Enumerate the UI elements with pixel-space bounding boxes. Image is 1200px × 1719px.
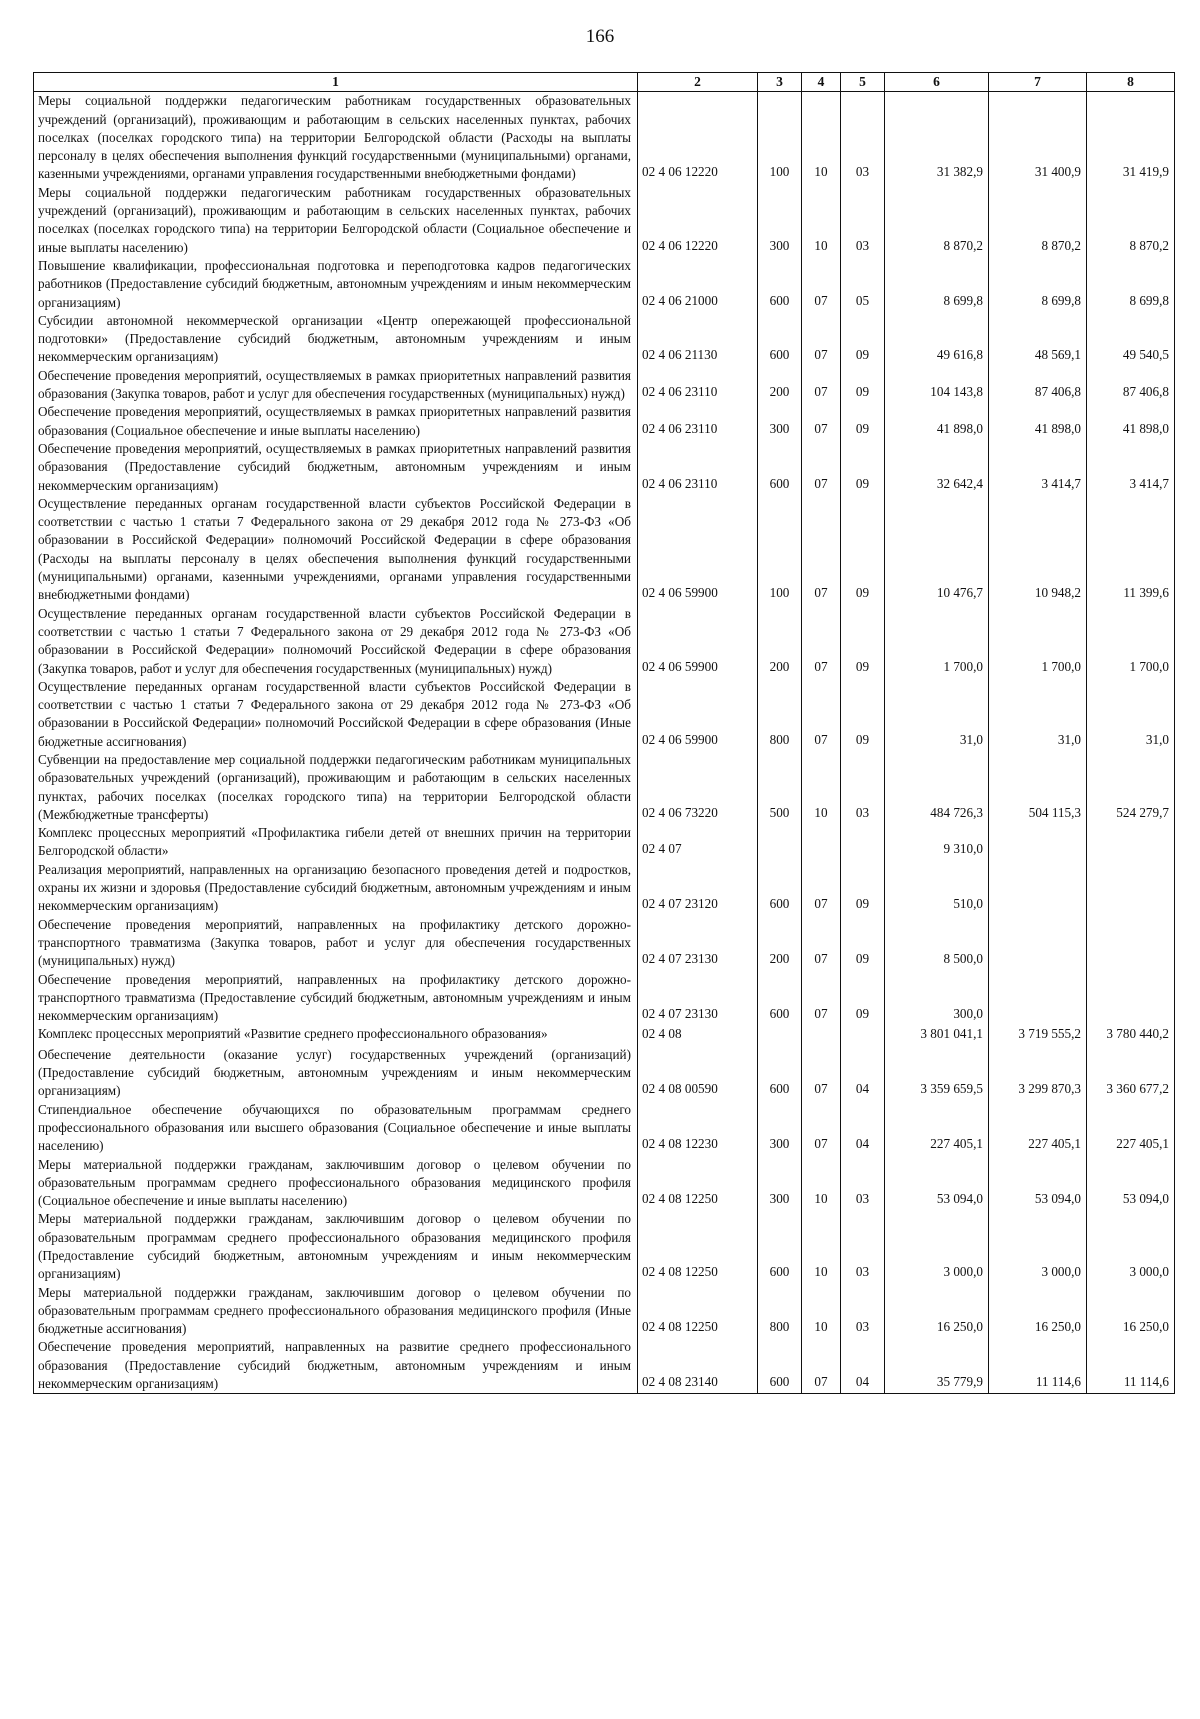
- budget-table: [33, 72, 1175, 1394]
- amount-col6-cell: 104 143,8: [885, 367, 989, 404]
- amount-col7-cell: 31,0: [989, 678, 1087, 751]
- subsection-cell: 03: [841, 751, 885, 824]
- expense-type-cell: 600: [758, 861, 802, 916]
- expense-type-cell: 600: [758, 312, 802, 367]
- amount-col8-cell: [1087, 916, 1175, 971]
- page-number: 166: [585, 26, 615, 47]
- target-article-cell: 02 4 06 12220: [638, 184, 758, 257]
- subsection-cell: [841, 824, 885, 861]
- section-cell: 07: [802, 971, 841, 1026]
- expense-name-cell: Комплекс процессных мероприятий «Профилактика гибели детей от внешних причин на территории Белгородской области»: [34, 824, 638, 861]
- amount-col7-cell: 48 569,1: [989, 312, 1087, 367]
- subsection-cell: 04: [841, 1101, 885, 1156]
- table-row: [34, 495, 1175, 605]
- amount-col7-cell: 87 406,8: [989, 367, 1087, 404]
- subsection-cell: 09: [841, 916, 885, 971]
- expense-type-cell: 600: [758, 440, 802, 495]
- expense-type-cell: [758, 824, 802, 861]
- amount-col7-cell: 3 000,0: [989, 1210, 1087, 1283]
- amount-col6-cell: 300,0: [885, 971, 989, 1026]
- expense-name-cell: Комплекс процессных мероприятий «Развитие среднего профессионального образования»: [34, 1025, 638, 1045]
- table-row: [34, 1046, 1175, 1101]
- header-row: [34, 73, 1175, 92]
- table-row: [34, 1025, 1175, 1045]
- amount-col8-cell: 11 114,6: [1087, 1338, 1175, 1393]
- amount-col8-cell: 41 898,0: [1087, 403, 1175, 440]
- target-article-cell: 02 4 08: [638, 1025, 758, 1045]
- amount-col6-cell: 49 616,8: [885, 312, 989, 367]
- amount-col8-cell: 11 399,6: [1087, 495, 1175, 605]
- expense-type-cell: 600: [758, 257, 802, 312]
- amount-col8-cell: 1 700,0: [1087, 605, 1175, 678]
- expense-name-cell: Реализация мероприятий, направленных на организацию безопасного проведения детей и подростков, охраны их жизни и здоровья (Предоставление субсидий бюджетным, автономным учреждениям и иным некоммерческим организациям): [34, 861, 638, 916]
- amount-col6-cell: 227 405,1: [885, 1101, 989, 1156]
- table-row: [34, 367, 1175, 404]
- target-article-cell: 02 4 08 12230: [638, 1101, 758, 1156]
- target-article-cell: 02 4 07: [638, 824, 758, 861]
- expense-type-cell: 800: [758, 678, 802, 751]
- expense-name-cell: Осуществление переданных органам государственной власти субъектов Российской Федерации в соответствии с частью 1 статьи 7 Федерального закона от 29 декабря 2012 года № 273-ФЗ «Об образовании в Российской Федерации» полномочий Российской Федерации в сфере образования (Иные бюджетные ассигнования): [34, 678, 638, 751]
- expense-type-cell: 200: [758, 367, 802, 404]
- section-cell: 10: [802, 1210, 841, 1283]
- column-header-7: 7: [989, 73, 1087, 92]
- amount-col7-cell: 1 700,0: [989, 605, 1087, 678]
- expense-type-cell: 500: [758, 751, 802, 824]
- expense-name-cell: Обеспечение проведения мероприятий, осуществляемых в рамках приоритетных направлений развития образования (Предоставление субсидий бюджетным, автономным учреждениям и иным некоммерческим организациям): [34, 440, 638, 495]
- target-article-cell: 02 4 08 12250: [638, 1156, 758, 1211]
- column-header-4: 4: [802, 73, 841, 92]
- table-body: [34, 92, 1175, 1394]
- expense-type-cell: 600: [758, 1210, 802, 1283]
- section-cell: 10: [802, 751, 841, 824]
- target-article-cell: 02 4 08 12250: [638, 1210, 758, 1283]
- table-row: [34, 751, 1175, 824]
- amount-col6-cell: 484 726,3: [885, 751, 989, 824]
- target-article-cell: 02 4 06 12220: [638, 92, 758, 184]
- table-row: [34, 1210, 1175, 1283]
- column-header-6: 6: [885, 73, 989, 92]
- expense-name-cell: Меры материальной поддержки гражданам, заключившим договор о целевом обучении по образовательным программам среднего профессионального образования медицинского профиля (Социальное обеспечение и иные выплаты населению): [34, 1156, 638, 1211]
- subsection-cell: 04: [841, 1046, 885, 1101]
- table-row: [34, 605, 1175, 678]
- target-article-cell: 02 4 06 21000: [638, 257, 758, 312]
- section-cell: 10: [802, 184, 841, 257]
- amount-col7-cell: 3 299 870,3: [989, 1046, 1087, 1101]
- column-header-1: 1: [34, 73, 638, 92]
- amount-col8-cell: 16 250,0: [1087, 1284, 1175, 1339]
- amount-col7-cell: 8 870,2: [989, 184, 1087, 257]
- section-cell: 07: [802, 312, 841, 367]
- expense-type-cell: 300: [758, 1101, 802, 1156]
- amount-col8-cell: 8 699,8: [1087, 257, 1175, 312]
- target-article-cell: 02 4 06 73220: [638, 751, 758, 824]
- subsection-cell: 09: [841, 312, 885, 367]
- table-row: [34, 824, 1175, 861]
- expense-name-cell: Меры материальной поддержки гражданам, заключившим договор о целевом обучении по образовательным программам среднего профессионального образования медицинского профиля (Предоставление субсидий бюджетным, автономным учреждениям и иным некоммерческим организациям): [34, 1210, 638, 1283]
- expense-type-cell: 100: [758, 92, 802, 184]
- amount-col6-cell: 41 898,0: [885, 403, 989, 440]
- expense-type-cell: 600: [758, 971, 802, 1026]
- expense-name-cell: Обеспечение проведения мероприятий, направленных на развитие среднего профессионального образования (Предоставление субсидий бюджетным, автономным учреждениям и иным некоммерческим организациям): [34, 1338, 638, 1393]
- expense-type-cell: 200: [758, 605, 802, 678]
- table-row: [34, 1101, 1175, 1156]
- section-cell: 07: [802, 1101, 841, 1156]
- amount-col7-cell: 504 115,3: [989, 751, 1087, 824]
- amount-col7-cell: [989, 916, 1087, 971]
- target-article-cell: 02 4 06 23110: [638, 403, 758, 440]
- amount-col6-cell: 3 801 041,1: [885, 1025, 989, 1045]
- expense-name-cell: Повышение квалификации, профессиональная подготовка и переподготовка кадров педагогических работников (Предоставление субсидий бюджетным, автономным учреждениям и иным некоммерческим организациям): [34, 257, 638, 312]
- amount-col7-cell: 11 114,6: [989, 1338, 1087, 1393]
- section-cell: 07: [802, 1338, 841, 1393]
- amount-col7-cell: [989, 971, 1087, 1026]
- subsection-cell: 09: [841, 367, 885, 404]
- expense-name-cell: Осуществление переданных органам государственной власти субъектов Российской Федерации в соответствии с частью 1 статьи 7 Федерального закона от 29 декабря 2012 года № 273-ФЗ «Об образовании в Российской Федерации» полномочий Российской Федерации в сфере образования (Расходы на выплаты персоналу в целях обеспечения выполнения функций государственными (муниципальными) органами, казенными учреждениями, органами управления государственными внебюджетными фондами): [34, 495, 638, 605]
- amount-col6-cell: 31 382,9: [885, 92, 989, 184]
- table-row: [34, 1338, 1175, 1393]
- expense-type-cell: 300: [758, 403, 802, 440]
- amount-col6-cell: 510,0: [885, 861, 989, 916]
- amount-col7-cell: 41 898,0: [989, 403, 1087, 440]
- target-article-cell: 02 4 06 59900: [638, 678, 758, 751]
- amount-col7-cell: 3 414,7: [989, 440, 1087, 495]
- amount-col6-cell: 3 359 659,5: [885, 1046, 989, 1101]
- table-row: [34, 861, 1175, 916]
- subsection-cell: 09: [841, 678, 885, 751]
- target-article-cell: 02 4 08 00590: [638, 1046, 758, 1101]
- subsection-cell: 03: [841, 92, 885, 184]
- subsection-cell: 09: [841, 861, 885, 916]
- expense-name-cell: Обеспечение проведения мероприятий, осуществляемых в рамках приоритетных направлений развития образования (Закупка товаров, работ и услуг для обеспечения государственных (муниципальных) нужд): [34, 367, 638, 404]
- amount-col6-cell: 53 094,0: [885, 1156, 989, 1211]
- amount-col6-cell: 8 500,0: [885, 916, 989, 971]
- expense-name-cell: Меры социальной поддержки педагогическим работникам государственных образовательных учреждений (организаций), проживающим и работающим в сельских населенных пунктах, рабочих поселках (поселках городского типа) на территории Белгородской области (Социальное обеспечение и иные выплаты населению): [34, 184, 638, 257]
- section-cell: 10: [802, 1284, 841, 1339]
- amount-col6-cell: 1 700,0: [885, 605, 989, 678]
- target-article-cell: 02 4 06 59900: [638, 495, 758, 605]
- amount-col7-cell: 53 094,0: [989, 1156, 1087, 1211]
- table-row: [34, 403, 1175, 440]
- column-header-2: 2: [638, 73, 758, 92]
- target-article-cell: 02 4 07 23130: [638, 971, 758, 1026]
- amount-col7-cell: 10 948,2: [989, 495, 1087, 605]
- amount-col6-cell: 10 476,7: [885, 495, 989, 605]
- expense-name-cell: Стипендиальное обеспечение обучающихся по образовательным программам среднего профессионального образования или высшего образования (Социальное обеспечение и иные выплаты населению): [34, 1101, 638, 1156]
- amount-col7-cell: [989, 824, 1087, 861]
- subsection-cell: 03: [841, 184, 885, 257]
- expense-type-cell: 200: [758, 916, 802, 971]
- amount-col8-cell: 49 540,5: [1087, 312, 1175, 367]
- subsection-cell: 09: [841, 495, 885, 605]
- section-cell: [802, 1025, 841, 1045]
- subsection-cell: 03: [841, 1210, 885, 1283]
- subsection-cell: 03: [841, 1284, 885, 1339]
- subsection-cell: 03: [841, 1156, 885, 1211]
- expense-type-cell: 600: [758, 1338, 802, 1393]
- amount-col8-cell: 31 419,9: [1087, 92, 1175, 184]
- amount-col8-cell: [1087, 861, 1175, 916]
- amount-col7-cell: 16 250,0: [989, 1284, 1087, 1339]
- column-header-8: 8: [1087, 73, 1175, 92]
- amount-col8-cell: 227 405,1: [1087, 1101, 1175, 1156]
- amount-col7-cell: 31 400,9: [989, 92, 1087, 184]
- subsection-cell: 09: [841, 440, 885, 495]
- expense-name-cell: Обеспечение деятельности (оказание услуг) государственных учреждений (организаций) (Предоставление субсидий бюджетным, автономным учреждениям и иным некоммерческим организациям): [34, 1046, 638, 1101]
- subsection-cell: 04: [841, 1338, 885, 1393]
- section-cell: 07: [802, 605, 841, 678]
- amount-col7-cell: [989, 861, 1087, 916]
- table-row: [34, 1156, 1175, 1211]
- table-row: [34, 92, 1175, 184]
- subsection-cell: [841, 1025, 885, 1045]
- expense-type-cell: [758, 1025, 802, 1045]
- target-article-cell: 02 4 08 12250: [638, 1284, 758, 1339]
- amount-col6-cell: 8 870,2: [885, 184, 989, 257]
- expense-name-cell: Обеспечение проведения мероприятий, направленных на профилактику детского дорожно-транспортного травматизма (Предоставление субсидий бюджетным, автономным учреждениям и иным некоммерческим организациям): [34, 971, 638, 1026]
- table-row: [34, 312, 1175, 367]
- table-row: [34, 678, 1175, 751]
- section-cell: 07: [802, 257, 841, 312]
- section-cell: 07: [802, 367, 841, 404]
- expense-type-cell: 300: [758, 1156, 802, 1211]
- section-cell: 07: [802, 1046, 841, 1101]
- table-row: [34, 916, 1175, 971]
- table-row: [34, 440, 1175, 495]
- section-cell: 07: [802, 495, 841, 605]
- amount-col8-cell: 524 279,7: [1087, 751, 1175, 824]
- expense-name-cell: Меры материальной поддержки гражданам, заключившим договор о целевом обучении по образовательным программам среднего профессионального образования медицинского профиля (Иные бюджетные ассигнования): [34, 1284, 638, 1339]
- target-article-cell: 02 4 06 23110: [638, 440, 758, 495]
- section-cell: 07: [802, 678, 841, 751]
- table-row: [34, 257, 1175, 312]
- amount-col6-cell: 9 310,0: [885, 824, 989, 861]
- table-row: [34, 1284, 1175, 1339]
- target-article-cell: 02 4 08 23140: [638, 1338, 758, 1393]
- target-article-cell: 02 4 07 23130: [638, 916, 758, 971]
- column-header-3: 3: [758, 73, 802, 92]
- amount-col8-cell: 31,0: [1087, 678, 1175, 751]
- subsection-cell: 09: [841, 403, 885, 440]
- target-article-cell: 02 4 06 59900: [638, 605, 758, 678]
- section-cell: 07: [802, 861, 841, 916]
- expense-name-cell: Обеспечение проведения мероприятий, осуществляемых в рамках приоритетных направлений развития образования (Социальное обеспечение и иные выплаты населению): [34, 403, 638, 440]
- target-article-cell: 02 4 07 23120: [638, 861, 758, 916]
- expense-name-cell: Осуществление переданных органам государственной власти субъектов Российской Федерации в соответствии с частью 1 статьи 7 Федерального закона от 29 декабря 2012 года № 273-ФЗ «Об образовании в Российской Федерации» полномочий Российской Федерации в сфере образования (Закупка товаров, работ и услуг для обеспечения государственных (муниципальных) нужд): [34, 605, 638, 678]
- expense-type-cell: 300: [758, 184, 802, 257]
- amount-col6-cell: 31,0: [885, 678, 989, 751]
- amount-col6-cell: 8 699,8: [885, 257, 989, 312]
- expense-name-cell: Обеспечение проведения мероприятий, направленных на профилактику детского дорожно-транспортного травматизма (Закупка товаров, работ и услуг для обеспечения государственных (муниципальных) нужд): [34, 916, 638, 971]
- amount-col8-cell: [1087, 971, 1175, 1026]
- amount-col8-cell: 3 000,0: [1087, 1210, 1175, 1283]
- section-cell: 10: [802, 1156, 841, 1211]
- amount-col7-cell: 8 699,8: [989, 257, 1087, 312]
- target-article-cell: 02 4 06 23110: [638, 367, 758, 404]
- amount-col6-cell: 16 250,0: [885, 1284, 989, 1339]
- section-cell: 07: [802, 403, 841, 440]
- amount-col8-cell: 53 094,0: [1087, 1156, 1175, 1211]
- expense-type-cell: 800: [758, 1284, 802, 1339]
- section-cell: 07: [802, 916, 841, 971]
- section-cell: [802, 824, 841, 861]
- amount-col6-cell: 32 642,4: [885, 440, 989, 495]
- amount-col8-cell: 87 406,8: [1087, 367, 1175, 404]
- amount-col6-cell: 35 779,9: [885, 1338, 989, 1393]
- column-header-5: 5: [841, 73, 885, 92]
- amount-col7-cell: 3 719 555,2: [989, 1025, 1087, 1045]
- subsection-cell: 05: [841, 257, 885, 312]
- amount-col8-cell: 8 870,2: [1087, 184, 1175, 257]
- amount-col6-cell: 3 000,0: [885, 1210, 989, 1283]
- expense-type-cell: 100: [758, 495, 802, 605]
- expense-name-cell: Субвенции на предоставление мер социальной поддержки педагогическим работникам муниципальных образовательных учреждений (организаций), проживающим и работающим в сельских населенных пунктах, рабочих поселках (поселках городского типа) на территории Белгородской области (Межбюджетные трансферты): [34, 751, 638, 824]
- amount-col8-cell: [1087, 824, 1175, 861]
- amount-col7-cell: 227 405,1: [989, 1101, 1087, 1156]
- amount-col8-cell: 3 360 677,2: [1087, 1046, 1175, 1101]
- target-article-cell: 02 4 06 21130: [638, 312, 758, 367]
- expense-type-cell: 600: [758, 1046, 802, 1101]
- amount-col8-cell: 3 780 440,2: [1087, 1025, 1175, 1045]
- section-cell: 07: [802, 440, 841, 495]
- subsection-cell: 09: [841, 971, 885, 1026]
- amount-col8-cell: 3 414,7: [1087, 440, 1175, 495]
- subsection-cell: 09: [841, 605, 885, 678]
- table-row: [34, 184, 1175, 257]
- expense-name-cell: Меры социальной поддержки педагогическим работникам государственных образовательных учреждений (организаций), проживающим и работающим в сельских населенных пунктах, рабочих поселках (поселках городского типа) на территории Белгородской области (Расходы на выплаты персоналу в целях обеспечения выполнения функций государственными (муниципальными) органами, казенными учреждениями, органами управления государственными внебюджетными фондами): [34, 92, 638, 184]
- expense-name-cell: Субсидии автономной некоммерческой организации «Центр опережающей профессиональной подготовки» (Предоставление субсидий бюджетным, автономным учреждениям и иным некоммерческим организациям): [34, 312, 638, 367]
- table-row: [34, 971, 1175, 1026]
- section-cell: 10: [802, 92, 841, 184]
